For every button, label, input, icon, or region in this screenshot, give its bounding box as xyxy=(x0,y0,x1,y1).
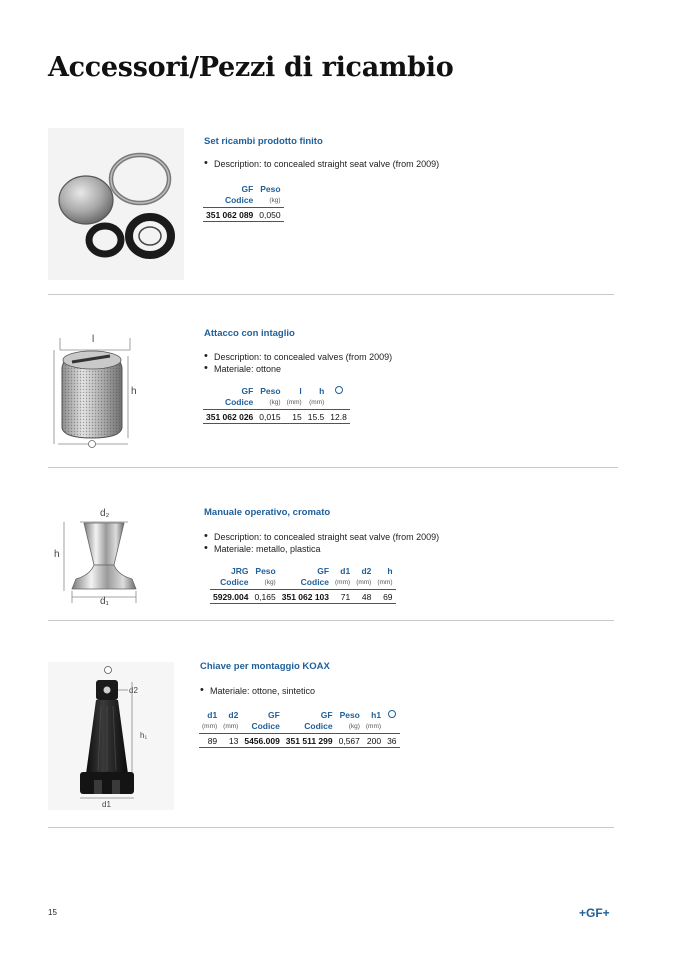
col-header: GF xyxy=(241,386,254,396)
product-title: Manuale operativo, cromato xyxy=(204,507,331,518)
bullet-item: • Materiale: metallo, plastica xyxy=(204,543,439,555)
table-row xyxy=(210,590,396,604)
col-header-circle xyxy=(384,710,399,721)
col-unit: (kg) xyxy=(256,195,283,208)
table-cell: 12.8 xyxy=(327,410,350,424)
table-cell: 0,015 xyxy=(256,410,283,424)
table-cell: 13 xyxy=(220,734,241,748)
dimension-label-d1: d1 xyxy=(102,800,111,809)
dimension-label-h: h xyxy=(131,386,137,397)
col-header: h xyxy=(319,386,325,396)
table-cell: 5456.009 xyxy=(241,734,282,748)
col-unit: (kg) xyxy=(256,397,283,410)
chrome-handle-image xyxy=(52,505,184,605)
col-unit xyxy=(327,397,350,410)
col-unit: (mm) xyxy=(332,577,353,590)
col-header: GF xyxy=(241,184,254,194)
bullet-item: • Description: to concealed straight seat valve (from 2009) xyxy=(204,158,439,170)
circle-icon xyxy=(388,710,396,718)
col-header: d1 xyxy=(207,710,218,720)
col-unit: (mm) xyxy=(353,577,374,590)
col-header: l xyxy=(299,386,302,396)
koax-key-image xyxy=(48,662,174,810)
table-cell: 48 xyxy=(353,590,374,604)
table-cell: 351 062 103 xyxy=(279,590,332,604)
dimension-label-h1: h₁ xyxy=(140,731,148,740)
section-divider xyxy=(48,467,618,468)
dimension-label-h: h xyxy=(54,549,60,560)
col-header-circle xyxy=(327,386,350,397)
table-cell: 200 xyxy=(363,734,384,748)
col-unit: (mm) xyxy=(220,721,241,734)
bullet-item: • Description: to concealed straight seat valve (from 2009) xyxy=(204,531,439,543)
col-header: Codice xyxy=(203,397,256,410)
section-divider xyxy=(48,827,614,828)
col-header: JRG xyxy=(230,566,249,576)
col-header: Codice xyxy=(210,577,251,590)
col-header: d2 xyxy=(361,566,372,576)
dimension-label-d2: d₂ xyxy=(100,508,110,519)
bullet-list xyxy=(204,351,392,375)
page-number: 15 xyxy=(48,908,57,917)
bullet-list xyxy=(204,158,439,170)
col-header: h1 xyxy=(371,710,382,720)
table-cell: 351 511 299 xyxy=(283,734,336,748)
col-header: GF xyxy=(320,710,333,720)
section-divider xyxy=(48,294,614,295)
table-cell: 15 xyxy=(284,410,305,424)
product-title: Set ricambi prodotto finito xyxy=(204,136,323,147)
col-unit: (mm) xyxy=(363,721,384,734)
col-unit xyxy=(384,721,399,734)
table-cell: 0,165 xyxy=(251,590,278,604)
col-unit: (kg) xyxy=(336,721,363,734)
table-cell: 0,050 xyxy=(256,208,283,222)
col-unit: (mm) xyxy=(199,721,220,734)
table-cell: 36 xyxy=(384,734,399,748)
col-header: GF xyxy=(317,566,330,576)
gf-logo: +GF+ xyxy=(579,906,610,920)
col-unit: (mm) xyxy=(374,577,395,590)
table-cell: 71 xyxy=(332,590,353,604)
table-cell: 351 062 026 xyxy=(203,410,256,424)
dimension-label-d1: d₁ xyxy=(100,596,109,605)
col-unit: (mm) xyxy=(305,397,328,410)
circle-icon xyxy=(335,386,343,394)
col-header: Codice xyxy=(203,195,256,208)
col-header: GF xyxy=(267,710,280,720)
col-unit: (mm) xyxy=(284,397,305,410)
col-header: Peso xyxy=(260,184,281,194)
dimension-label-l: l xyxy=(92,334,95,345)
table-cell: 69 xyxy=(374,590,395,604)
col-header: Peso xyxy=(255,566,276,576)
bullet-item: • Description: to concealed valves (from 2009) xyxy=(204,351,392,363)
dimension-label-d2: d2 xyxy=(129,686,138,695)
product-title: Attacco con intaglio xyxy=(204,328,295,339)
table-cell: 15.5 xyxy=(305,410,328,424)
product-title: Chiave per montaggio KOAX xyxy=(200,661,330,672)
bullet-item: • Materiale: ottone xyxy=(204,363,392,375)
col-header: Peso xyxy=(260,386,281,396)
section-divider xyxy=(48,620,614,621)
col-header: Codice xyxy=(241,721,282,734)
table-cell: 351 062 089 xyxy=(203,208,256,222)
table-cell: 5929.004 xyxy=(210,590,251,604)
table-row xyxy=(203,208,284,222)
col-header: Codice xyxy=(283,721,336,734)
bullet-item: • Materiale: ottone, sintetico xyxy=(200,685,315,697)
col-header: h xyxy=(387,566,393,576)
spec-table xyxy=(210,566,396,604)
spec-table xyxy=(199,710,400,748)
slotted-connector-image xyxy=(52,328,184,450)
col-header: d1 xyxy=(340,566,351,576)
page-title: Accessori/Pezzi di ricambio xyxy=(48,52,454,83)
bullet-list xyxy=(200,685,315,697)
table-row xyxy=(199,734,400,748)
table-cell: 0,567 xyxy=(336,734,363,748)
bullet-list xyxy=(204,531,439,555)
spec-table xyxy=(203,386,350,424)
col-unit: (kg) xyxy=(251,577,278,590)
spec-table xyxy=(203,184,284,222)
table-cell: 89 xyxy=(199,734,220,748)
table-row xyxy=(203,410,350,424)
spare-parts-set-image xyxy=(48,128,184,280)
col-header: Codice xyxy=(279,577,332,590)
col-header: d2 xyxy=(228,710,239,720)
col-header: Peso xyxy=(339,710,360,720)
